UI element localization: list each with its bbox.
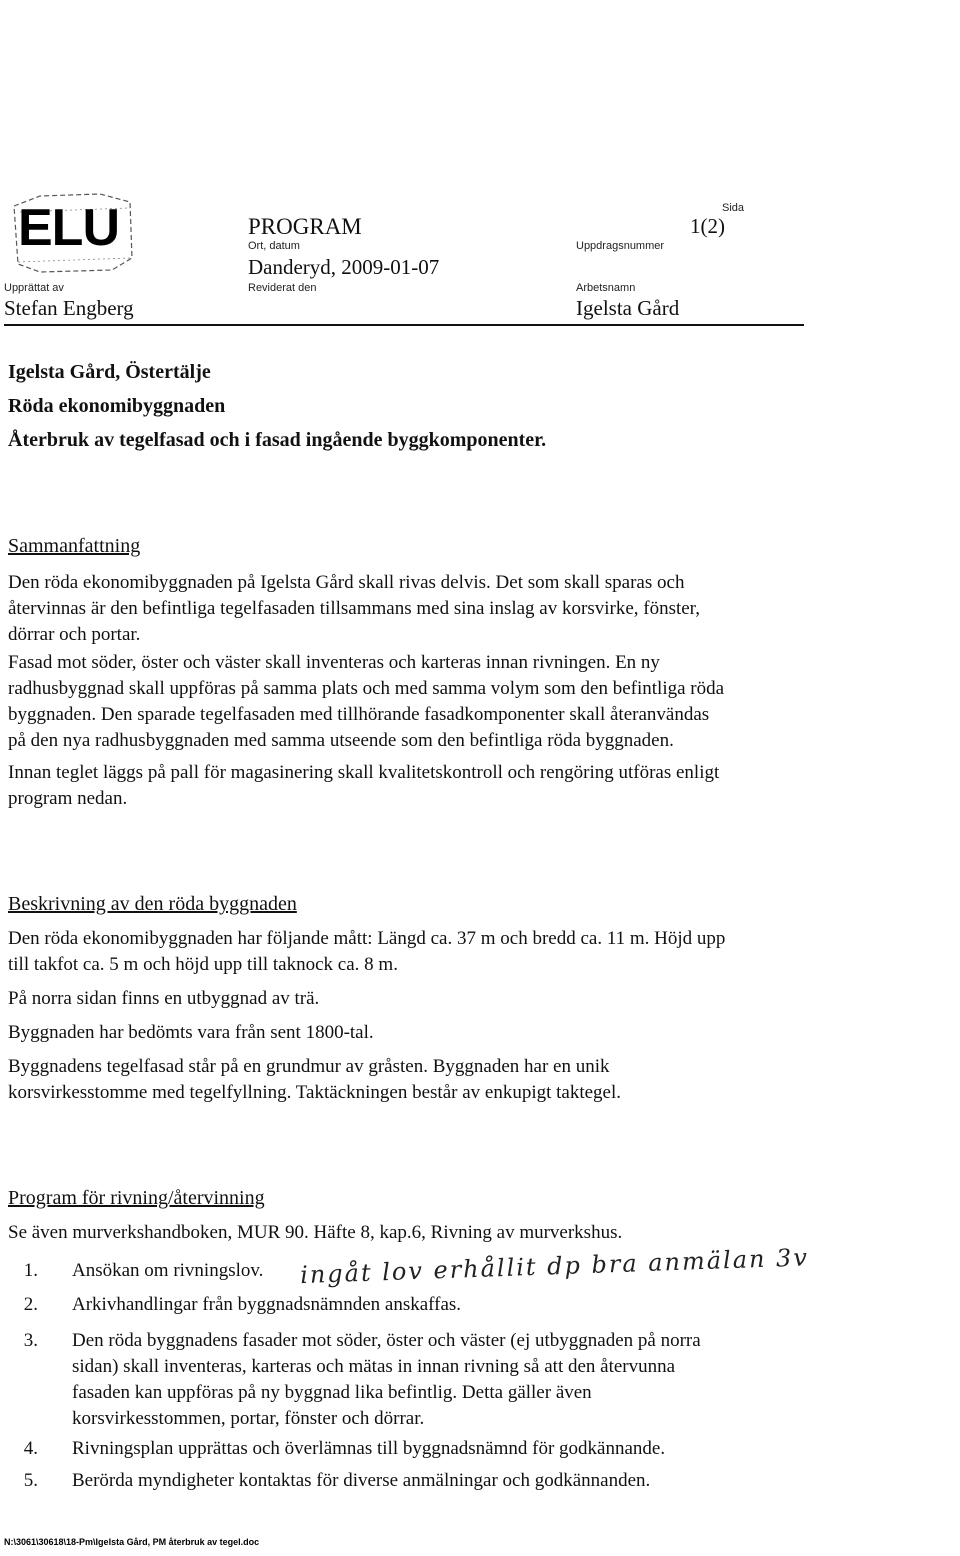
list-item-number: 3.: [23, 1330, 38, 1351]
description-heading: Beskrivning av den röda byggnaden: [8, 893, 297, 915]
text-line: korsvirkesstommen, portar, fönster och dörrar.: [72, 1408, 425, 1429]
description-paragraph-2: På norra sidan finns en utbyggnad av trä.: [8, 988, 320, 1009]
description-paragraph-4: [8, 1054, 621, 1106]
list-item-number: 1.: [23, 1260, 38, 1281]
summary-paragraph-3: [8, 760, 719, 812]
description-paragraph-1: [8, 926, 725, 978]
page-number: 1(2): [690, 214, 725, 238]
text-line: korsvirkesstomme med tegelfyllning. Taktäckningen består av enkupigt taktegel.: [8, 1082, 622, 1103]
created-by-label: Upprättat av: [4, 282, 64, 294]
list-item: Berörda myndigheter kontaktas för diverse anmälningar och godkännanden.: [72, 1470, 651, 1491]
text-line: radhusbyggnad skall uppföras på samma plats och med samma volym som den befintliga röda: [8, 678, 725, 699]
logo: [0, 188, 140, 278]
text-line: återvinnas är den befintliga tegelfasaden tillsammans med sina inslag av korsvirke, fönster,: [8, 598, 700, 619]
list-item-number: 2.: [23, 1294, 38, 1315]
program-intro: Se även murverkshandboken, MUR 90. Häfte 8, kap.6, Rivning av murverkshus.: [8, 1222, 623, 1243]
footer-path: N:\3061\30618\18-Pm\Igelsta Gård, PM återbruk av tegel.doc: [4, 1537, 260, 1547]
text-line: på den nya radhusbyggnaden med samma utseende som den befintliga röda byggnaden.: [8, 730, 674, 751]
text-line: Den röda ekonomibyggnaden har följande mått: Längd ca. 37 m och bredd ca. 11 m. Höjd upp: [8, 928, 726, 949]
logo-text: ELU: [18, 199, 119, 257]
program-heading: Program för rivning/återvinning: [8, 1187, 265, 1209]
list-item: Arkivhandlingar från byggnadsnämnden anskaffas.: [72, 1294, 462, 1315]
work-name-label: Arbetsnamn: [576, 282, 636, 294]
list-item: Ansökan om rivningslov.: [72, 1260, 264, 1281]
text-line: Byggnadens tegelfasad står på en grundmur av gråsten. Byggnaden har en unik: [8, 1056, 610, 1077]
revised-label: Reviderat den: [248, 282, 317, 294]
text-line: dörrar och portar.: [8, 624, 141, 645]
text-line: byggnaden. Den sparade tegelfasaden med tillhörande fasadkomponenter skall återanvändas: [8, 704, 710, 725]
doc-type: PROGRAM: [248, 214, 362, 239]
text-line: Fasad mot söder, öster och väster skall inventeras och karteras innan rivningen. En ny: [8, 652, 660, 673]
text-line: till takfot ca. 5 m och höjd upp till taknock ca. 8 m.: [8, 954, 398, 975]
assignment-no-label: Uppdragsnummer: [576, 240, 665, 252]
program-list: [0, 1254, 960, 1494]
work-name: Igelsta Gård: [576, 296, 680, 320]
summary-heading: Sammanfattning: [8, 535, 141, 557]
page-label: Sida: [722, 202, 745, 214]
place-date-label: Ort, datum: [248, 240, 300, 252]
description-paragraph-3: Byggnaden har bedömts vara från sent 1800-tal.: [8, 1022, 374, 1043]
text-line: Den röda ekonomibyggnaden på Igelsta Gård skall rivas delvis. Det som skall sparas och: [8, 572, 685, 593]
text-line: sidan) skall inventeras, karteras och mätas in innan rivning så att den återvunna: [72, 1356, 676, 1377]
list-item: Rivningsplan upprättas och överlämnas till byggnadsnämnd för godkännande.: [72, 1438, 666, 1459]
text-line: program nedan.: [8, 788, 128, 809]
text-line: Den röda byggnadens fasader mot söder, öster och väster (ej utbyggnaden på norra: [72, 1330, 701, 1351]
title-line-1: Igelsta Gård, Östertälje: [8, 361, 211, 383]
title-line-3: Återbruk av tegelfasad och i fasad ingående byggkomponenter.: [8, 429, 547, 451]
text-line: Innan teglet läggs på pall för magasinering skall kvalitetskontroll och rengöring utföras enligt: [8, 762, 720, 783]
summary-paragraph-2: [8, 650, 724, 754]
header-divider: [4, 324, 804, 326]
text-line: fasaden kan uppföras på ny byggnad lika befintlig. Detta gäller även: [72, 1382, 592, 1403]
created-by: Stefan Engberg: [4, 296, 134, 320]
place-date: Danderyd, 2009-01-07: [248, 255, 440, 279]
summary-paragraph-1: [8, 570, 700, 648]
title-line-2: Röda ekonomibyggnaden: [8, 395, 226, 417]
handwritten-note: ingåt lov erhållit dp bra anmälan 3v: [299, 1243, 810, 1290]
list-item-number: 5.: [23, 1470, 38, 1491]
list-item-number: 4.: [23, 1438, 38, 1459]
list-item: [72, 1328, 772, 1432]
